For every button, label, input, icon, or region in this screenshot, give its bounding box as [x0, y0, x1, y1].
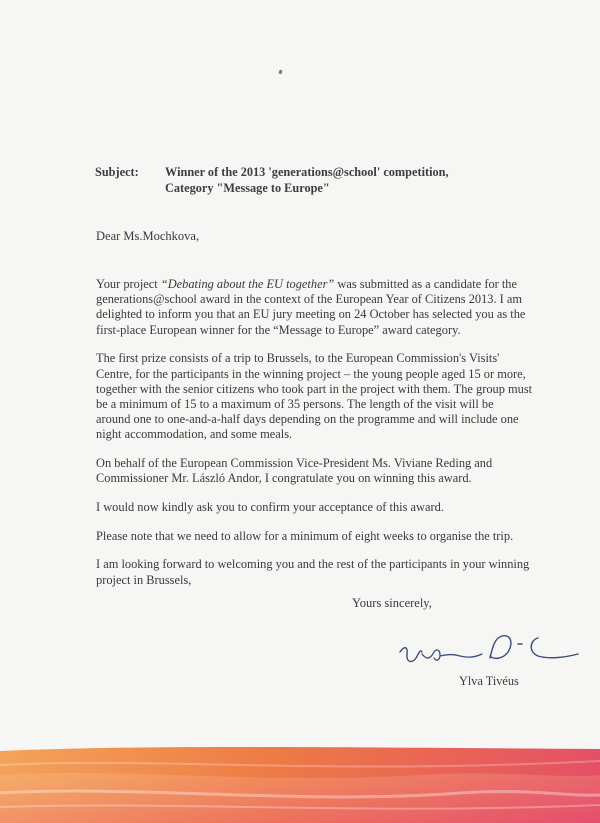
handwritten-signature [398, 632, 580, 672]
paragraph-2-line-2: Centre, for the participants in the winning project – the young people aged 15 or more, [96, 366, 526, 381]
salutation: Dear Ms.Mochkova, [96, 229, 200, 243]
footer-wave-band [0, 745, 600, 823]
paragraph-1-line-4: first-place European winner for the “Message to Europe” award category. [96, 322, 461, 337]
subject-line-2: Category "Message to Europe" [165, 181, 330, 195]
subject-value [165, 164, 485, 196]
paper-speck [278, 70, 282, 75]
paragraph-2-line-6: night accommodation, and some meals. [96, 427, 293, 442]
paragraph-1 [96, 277, 526, 338]
paragraph-1-line-3: delighted to inform you that an EU jury meeting on 24 October has selected you as the [96, 307, 526, 322]
paragraph-2-line-1: The first prize consists of a trip to Brussels, to the European Commission's Visits' [96, 351, 500, 366]
paragraph-1-line-2: generations@school award in the context of the European Year of Citizens 2013. I am [96, 292, 523, 307]
paragraph-6-line-1: I am looking forward to welcoming you and the rest of the participants in your winning [96, 557, 530, 572]
paragraph-2-line-4: be a minimum of 15 to a maximum of 35 persons. The length of the visit will be [96, 396, 494, 411]
paragraph-4 [96, 500, 496, 515]
paragraph-5 [96, 528, 514, 544]
subject-label: Subject: [95, 165, 139, 179]
closing: Yours sincerely, [352, 596, 432, 610]
paragraph-6 [96, 557, 530, 587]
signer-name: Ylva Tivéus [459, 674, 519, 688]
subject-line-1: Winner of the 2013 'generations@school' competition, [165, 165, 449, 179]
paragraph-3-line-2: Commissioner Mr. László Andor, I congratulate you on winning this award. [96, 471, 472, 486]
paragraph-4-line-1: I would now kindly ask you to confirm your acceptance of this award. [96, 499, 444, 514]
paragraph-5-line-1: Please note that we need to allow for a minimum of eight weeks to organise the trip. [96, 528, 514, 543]
paragraph-2-line-5: around one to one-and-a-half days depending on the programme and will include one [96, 412, 519, 427]
paragraph-3-line-1: On behalf of the European Commission Vice-President Ms. Viviane Reding and [96, 456, 493, 471]
text-fragment: was submitted as a candidate for the [334, 277, 517, 291]
paragraph-3 [96, 456, 496, 486]
paragraph-6-line-2: project in Brussels, [96, 572, 192, 587]
project-title: “Debating about the EU together” [160, 277, 335, 291]
letter-body [96, 277, 533, 601]
paragraph-1-line-1 [96, 277, 517, 292]
paragraph-2 [96, 351, 533, 442]
paragraph-2-line-3: together with the senior citizens who took part in the project with them. The group must [96, 381, 533, 396]
text-fragment: Your project [96, 277, 161, 291]
